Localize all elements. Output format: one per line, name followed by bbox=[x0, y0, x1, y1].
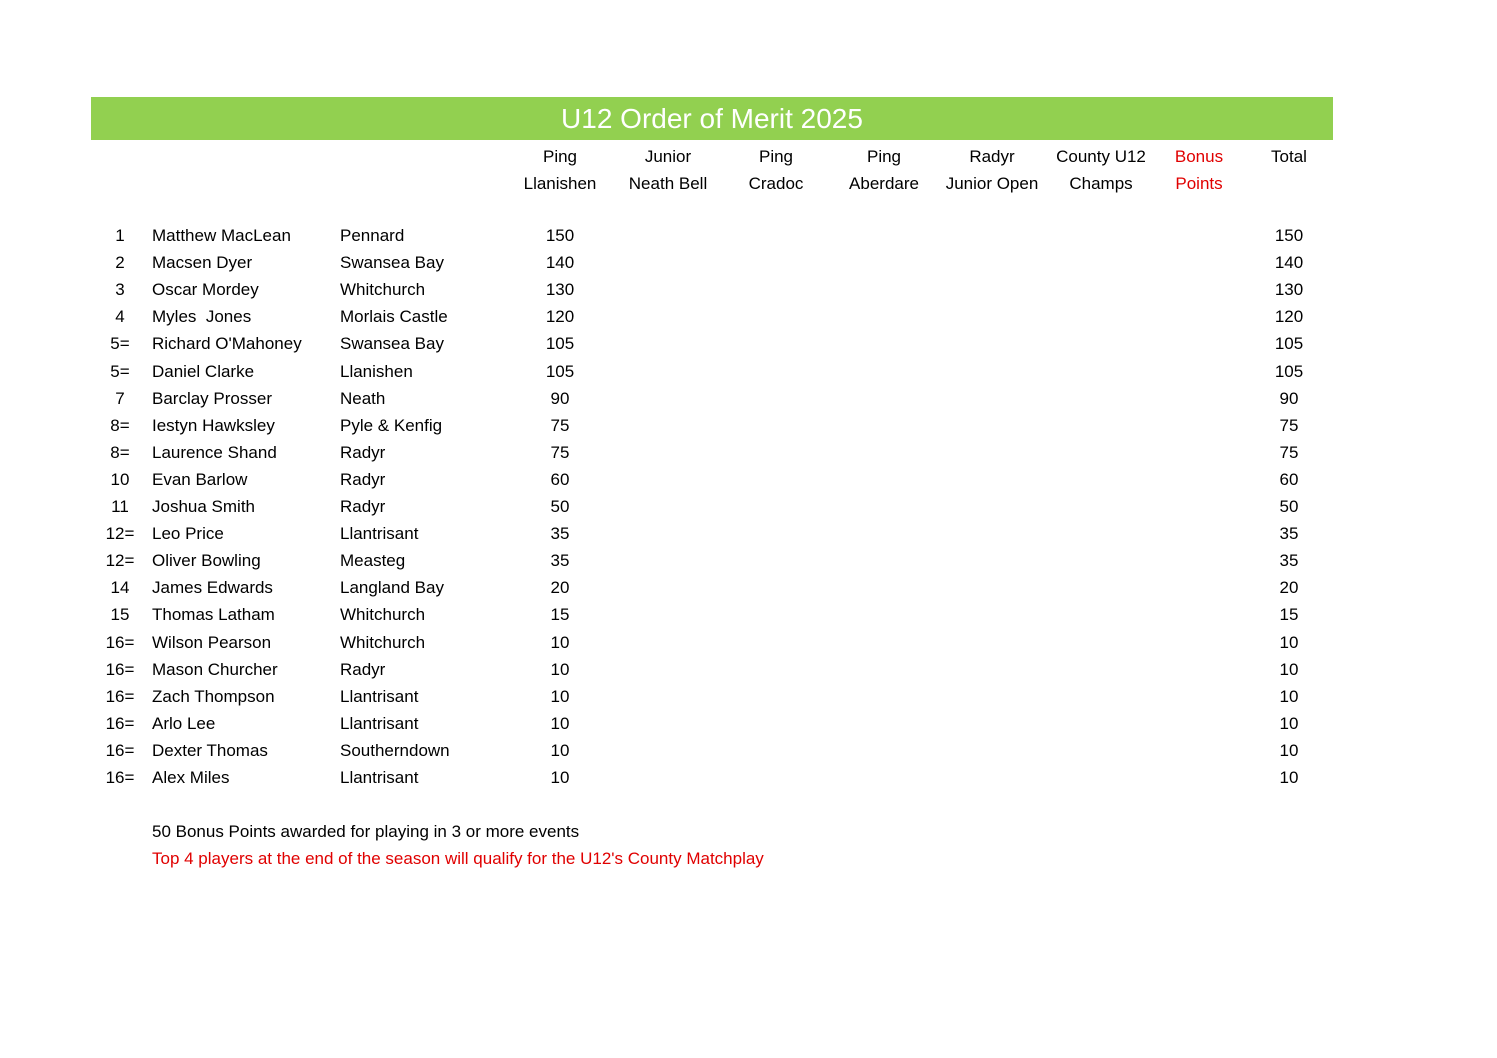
table-row bbox=[0, 303, 1497, 330]
total-cell: 150 bbox=[1274, 226, 1304, 245]
player-name-cell: Macsen Dyer bbox=[152, 253, 253, 273]
position-cell: 16= bbox=[105, 768, 135, 787]
club-cell: Langland Bay bbox=[340, 578, 444, 598]
player-name-cell: Matthew MacLean bbox=[152, 226, 291, 245]
total-cell: 75 bbox=[1279, 415, 1299, 435]
ping-llanishen-points-cell: 15 bbox=[550, 605, 570, 625]
club-cell: Radyr bbox=[340, 497, 386, 516]
ping-llanishen-points-cell: 120 bbox=[545, 307, 575, 327]
total-cell: 60 bbox=[1279, 469, 1299, 489]
ping-llanishen-points-cell: 130 bbox=[545, 280, 575, 300]
table-row bbox=[0, 656, 1497, 683]
player-name-cell: Iestyn Hawksley bbox=[152, 415, 275, 435]
qualify-note: Top 4 players at the end of the season will qualify for the U12's County Matchplay bbox=[152, 849, 764, 868]
ping-llanishen-points-cell: 150 bbox=[545, 226, 575, 245]
club-cell: Llantrisant bbox=[340, 686, 419, 706]
total-cell: 10 bbox=[1279, 768, 1299, 787]
player-name-cell: Myles Jones bbox=[152, 307, 252, 327]
ping-llanishen-points-cell: 10 bbox=[550, 659, 570, 679]
ping-llanishen-points-cell: 75 bbox=[550, 442, 570, 462]
player-name-cell: Barclay Prosser bbox=[152, 388, 272, 408]
position-cell: 14 bbox=[110, 578, 130, 598]
table-row bbox=[0, 574, 1497, 601]
total-cell: 105 bbox=[1274, 334, 1304, 354]
player-name-cell: Wilson Pearson bbox=[152, 632, 272, 652]
position-cell: 4 bbox=[115, 307, 125, 327]
club-cell: Pennard bbox=[340, 226, 405, 245]
total-cell: 20 bbox=[1279, 578, 1299, 598]
ping-llanishen-points-cell: 60 bbox=[550, 469, 570, 489]
position-cell: 12= bbox=[105, 551, 135, 571]
player-name-cell: Joshua Smith bbox=[152, 497, 255, 516]
table-row bbox=[0, 439, 1497, 466]
table-row bbox=[0, 330, 1497, 357]
col-header-ping-cradoc: Ping Cradoc bbox=[748, 147, 804, 193]
player-name-cell: Mason Churcher bbox=[152, 659, 278, 679]
ping-llanishen-points-cell: 10 bbox=[550, 713, 570, 733]
position-cell: 1 bbox=[115, 226, 125, 245]
col-header-ping-aberdare: Ping Aberdare bbox=[849, 147, 919, 193]
club-cell: Whitchurch bbox=[340, 632, 426, 652]
player-name-cell: Daniel Clarke bbox=[152, 361, 255, 381]
position-cell: 16= bbox=[105, 713, 135, 733]
position-cell: 7 bbox=[115, 388, 125, 408]
position-cell: 16= bbox=[105, 659, 135, 679]
position-cell: 12= bbox=[105, 524, 135, 544]
player-name-cell: Oscar Mordey bbox=[152, 280, 259, 300]
club-cell: Swansea Bay bbox=[340, 334, 444, 354]
total-cell: 75 bbox=[1279, 442, 1299, 462]
player-name-cell: Leo Price bbox=[152, 524, 224, 544]
table-row bbox=[0, 249, 1497, 276]
player-name-cell: Zach Thompson bbox=[152, 686, 275, 706]
total-cell: 10 bbox=[1279, 632, 1299, 652]
player-name-cell: Oliver Bowling bbox=[152, 551, 261, 571]
player-name-cell: Dexter Thomas bbox=[152, 740, 268, 760]
club-cell: Llantrisant bbox=[340, 713, 419, 733]
col-header-radyr-junior-open: Radyr Junior Open bbox=[945, 147, 1039, 193]
col-header-total: Total bbox=[1271, 147, 1307, 166]
total-cell: 90 bbox=[1279, 388, 1299, 408]
table-row bbox=[0, 601, 1497, 628]
col-header-county-u12-champs: County U12 Champs bbox=[1056, 147, 1146, 193]
table-row bbox=[0, 276, 1497, 303]
ping-llanishen-points-cell: 10 bbox=[550, 686, 570, 706]
position-cell: 5= bbox=[110, 334, 130, 354]
col-header-junior-neath-bell: Junior Neath Bell bbox=[628, 147, 708, 193]
table-row bbox=[0, 358, 1497, 385]
ping-llanishen-points-cell: 50 bbox=[550, 497, 570, 516]
total-cell: 35 bbox=[1279, 524, 1299, 544]
total-cell: 140 bbox=[1274, 253, 1304, 273]
ping-llanishen-points-cell: 10 bbox=[550, 740, 570, 760]
table-row bbox=[0, 412, 1497, 439]
ping-llanishen-points-cell: 20 bbox=[550, 578, 570, 598]
ping-llanishen-points-cell: 75 bbox=[550, 415, 570, 435]
total-cell: 15 bbox=[1279, 605, 1299, 625]
table-row bbox=[0, 547, 1497, 574]
player-name-cell: Alex Miles bbox=[152, 768, 230, 787]
club-cell: Pyle & Kenfig bbox=[340, 415, 443, 435]
table-row bbox=[0, 737, 1497, 764]
total-cell: 105 bbox=[1274, 361, 1304, 381]
table-row bbox=[0, 520, 1497, 547]
table-row bbox=[0, 764, 1497, 791]
club-cell: Llantrisant bbox=[340, 524, 419, 544]
position-cell: 15 bbox=[110, 605, 130, 625]
position-cell: 5= bbox=[110, 361, 130, 381]
total-cell: 130 bbox=[1274, 280, 1304, 300]
position-cell: 3 bbox=[115, 280, 125, 300]
position-cell: 8= bbox=[110, 442, 130, 462]
ping-llanishen-points-cell: 140 bbox=[545, 253, 575, 273]
ping-llanishen-points-cell: 10 bbox=[550, 632, 570, 652]
table-row bbox=[0, 466, 1497, 493]
total-cell: 120 bbox=[1274, 307, 1304, 327]
ping-llanishen-points-cell: 35 bbox=[550, 524, 570, 544]
player-name-cell: Richard O'Mahoney bbox=[152, 334, 302, 354]
club-cell: Neath bbox=[340, 388, 386, 408]
total-cell: 10 bbox=[1279, 686, 1299, 706]
position-cell: 10 bbox=[110, 469, 130, 489]
ping-llanishen-points-cell: 35 bbox=[550, 551, 570, 571]
player-name-cell: James Edwards bbox=[152, 578, 273, 598]
table-row bbox=[0, 683, 1497, 710]
total-cell: 10 bbox=[1279, 659, 1299, 679]
player-name-cell: Laurence Shand bbox=[152, 442, 277, 462]
position-cell: 16= bbox=[105, 740, 135, 760]
total-cell: 10 bbox=[1279, 740, 1299, 760]
bonus-note: 50 Bonus Points awarded for playing in 3 or more events bbox=[152, 822, 580, 841]
position-cell: 11 bbox=[111, 497, 129, 516]
club-cell: Morlais Castle bbox=[340, 307, 448, 327]
club-cell: Radyr bbox=[340, 659, 386, 679]
table-row bbox=[0, 385, 1497, 412]
club-cell: Radyr bbox=[340, 442, 386, 462]
position-cell: 16= bbox=[105, 686, 135, 706]
player-name-cell: Arlo Lee bbox=[152, 713, 216, 733]
col-header-ping-llanishen: Ping Llanishen bbox=[523, 147, 597, 193]
col-header-bonus-points: Bonus Points bbox=[1174, 147, 1224, 193]
club-cell: Llantrisant bbox=[340, 768, 419, 787]
total-cell: 10 bbox=[1279, 713, 1299, 733]
page-title: U12 Order of Merit 2025 bbox=[91, 97, 1333, 140]
ping-llanishen-points-cell: 105 bbox=[545, 334, 575, 354]
club-cell: Whitchurch bbox=[340, 280, 426, 300]
club-cell: Llanishen bbox=[340, 361, 413, 381]
position-cell: 8= bbox=[110, 415, 130, 435]
position-cell: 2 bbox=[115, 253, 125, 273]
table-row bbox=[0, 222, 1497, 249]
player-name-cell: Evan Barlow bbox=[152, 469, 248, 489]
club-cell: Whitchurch bbox=[340, 605, 426, 625]
ping-llanishen-points-cell: 90 bbox=[550, 388, 570, 408]
player-name-cell: Thomas Latham bbox=[152, 605, 275, 625]
ping-llanishen-points-cell: 105 bbox=[545, 361, 575, 381]
table-row bbox=[0, 629, 1497, 656]
total-cell: 50 bbox=[1279, 497, 1299, 516]
club-cell: Southerndown bbox=[340, 740, 450, 760]
club-cell: Swansea Bay bbox=[340, 253, 444, 273]
table-row bbox=[0, 710, 1497, 737]
club-cell: Radyr bbox=[340, 469, 386, 489]
position-cell: 16= bbox=[105, 632, 135, 652]
total-cell: 35 bbox=[1279, 551, 1299, 571]
ping-llanishen-points-cell: 10 bbox=[550, 768, 570, 787]
club-cell: Measteg bbox=[340, 551, 406, 571]
table-row bbox=[0, 493, 1497, 520]
